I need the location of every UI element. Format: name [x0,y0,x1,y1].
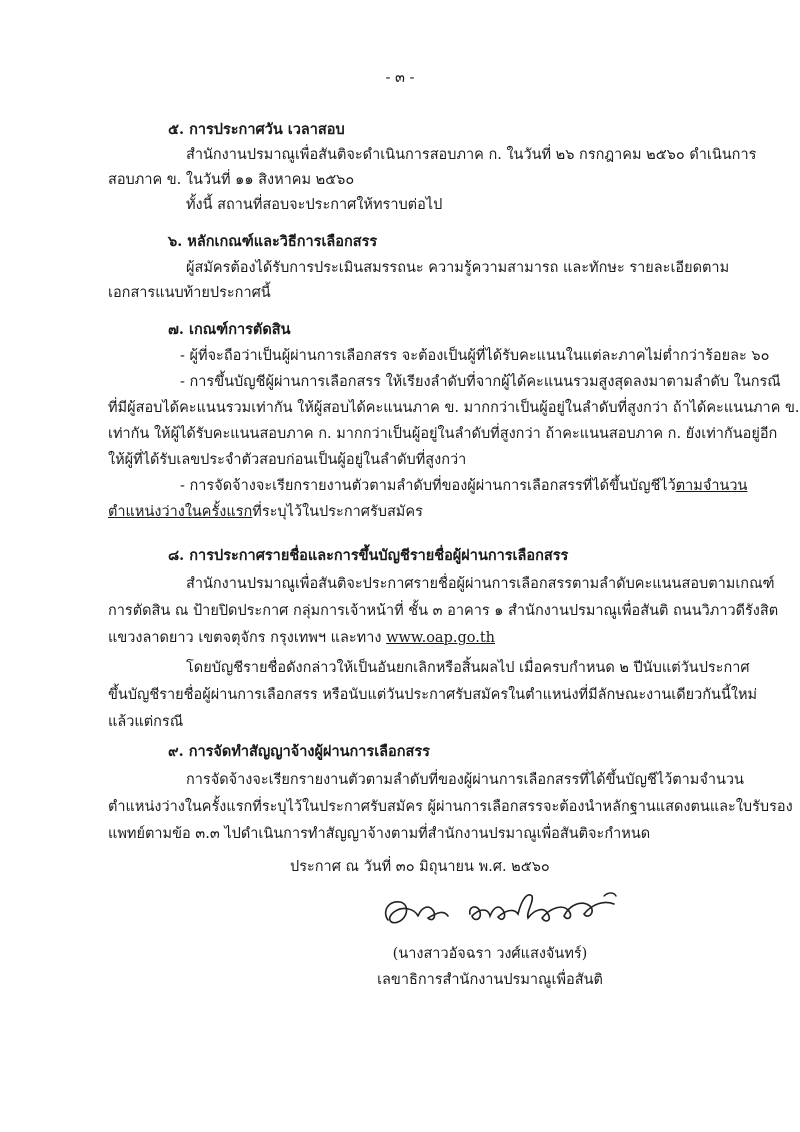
website-link[interactable]: www.oap.go.th [386,630,495,646]
section-7-line-7-text: ที่ระบุไว้ในประกาศรับสมัคร [252,504,423,520]
section-8-heading: ๘. การประกาศรายชื่อและการขึ้นบัญชีรายชื่อผู้ผ่านการเลือกสรร [168,547,569,564]
section-8-line-4: โดยบัญชีรายชื่อดังกล่าวให้เป็นอันยกเลิกหรือสิ้นผลไป เมื่อครบกำหนด ๒ ปีนับแต่วันประกาศ [186,660,750,676]
section-8-line-3 [108,628,495,648]
announcement-date: ประกาศ ณ วันที่ ๓๐ มิถุนายน พ.ศ. ๒๕๖๐ [290,859,550,875]
section-9-line-2: ตำแหน่งว่างในครั้งแรกที่ระบุไว้ในประกาศรับสมัคร ผู้ผ่านการเลือกสรรจะต้องนำหลักฐานแสดงตนและใบรับรอง [108,799,793,815]
section-6-line-2: เอกสารแนบท้ายประกาศนี้ [108,285,271,301]
section-5-heading: ๕. การประกาศวัน เวลาสอบ [168,121,345,138]
section-6-heading: ๖. หลักเกณฑ์และวิธีการเลือกสรร [168,233,378,250]
section-7-line-6-text: - การจัดจ้างจะเรียกรายงานตัวตามลำดับที่ของผู้ผ่านการเลือกสรรที่ได้ขึ้นบัญชีไว้ [180,478,676,494]
section-7-line-4: เท่ากัน ให้ผู้ได้รับคะแนนสอบภาค ก. มากกว่าเป็นผู้อยู่ในลำดับที่สูงกว่า ถ้าคะแนนสอบภาค ก. ยังเท่ากันอยู่อีก [108,426,778,442]
section-5-line-1: สำนักงานปรมาณูเพื่อสันติจะดำเนินการสอบภาค ก. ในวันที่ ๒๖ กรกฎาคม ๒๕๖๐ ดำเนินการ [186,147,757,163]
section-7-line-3: ที่มีผู้สอบได้คะแนนรวมเท่ากัน ให้ผู้สอบได้คะแนนภาค ข. มากกว่าเป็นผู้อยู่ในลำดับที่สูงกว่า ถ้าได้คะแนนภาค ข. [108,400,800,416]
section-7-line-6-underlined: ตามจำนวน [675,478,748,494]
page-number: - ๓ - [385,70,415,86]
section-6-line-1: ผู้สมัครต้องได้รับการประเมินสมรรถนะ ความรู้ความสามารถ และทักษะ รายละเอียดตาม [186,260,730,276]
section-7-line-1: - ผู้ที่จะถือว่าเป็นผู้ผ่านการเลือกสรร จะต้องเป็นผู้ที่ได้รับคะแนนในแต่ละภาคไม่ต่ำกว่าร้อยละ ๖๐ [180,348,770,364]
section-7-line-6 [180,476,747,496]
section-8-line-1: สำนักงานปรมาณูเพื่อสันติจะประกาศรายชื่อผู้ผ่านการเลือกสรรตามลำดับคะแนนสอบตามเกณฑ์ [186,576,775,592]
section-9-line-1: การจัดจ้างจะเรียกรายงานตัวตามลำดับที่ของผู้ผ่านการเลือกสรรที่ได้ขึ้นบัญชีไว้ตามจำนวน [186,772,744,788]
signer-name: (นางสาวอัจฉรา วงศ์แสงจันทร์) [392,946,588,962]
section-7-line-7 [108,502,423,522]
signer-title: เลขาธิการสำนักงานปรมาณูเพื่อสันติ [377,972,603,988]
section-5-line-2: สอบภาค ข. ในวันที่ ๑๑ สิงหาคม ๒๕๖๐ [108,172,355,188]
signature-icon [378,882,638,942]
section-9-line-3: แพทย์ตามข้อ ๓.๓ ไปดำเนินการทำสัญญาจ้างตามที่สำนักงานปรมาณูเพื่อสันติจะกำหนด [108,826,651,842]
section-8-line-3-text: แขวงลาดยาว เขตจตุจักร กรุงเทพฯ และทาง [108,630,387,646]
section-7-heading: ๗. เกณฑ์การตัดสิน [168,321,291,338]
section-7-line-7-underlined: ตำแหน่งว่างในครั้งแรก [108,504,253,520]
section-5-line-3: ทั้งนี้ สถานที่สอบจะประกาศให้ทราบต่อไป [186,197,443,213]
section-9-heading: ๙. การจัดทำสัญญาจ้างผู้ผ่านการเลือกสรร [168,743,430,760]
section-7-line-2: - การขึ้นบัญชีผู้ผ่านการเลือกสรร ให้เรียงลำดับที่จากผู้ได้คะแนนรวมสูงสุดลงมาตามลำดับ ในกรณี [180,374,781,390]
section-7-line-5: ให้ผู้ที่ได้รับเลขประจำตัวสอบก่อนเป็นผู้อยู่ในลำดับที่สูงกว่า [108,452,467,468]
section-8-line-5: ขึ้นบัญชีรายชื่อผู้ผ่านการเลือกสรร หรือนับแต่วันประกาศรับสมัครในตำแหน่งที่มีลักษณะงานเดียวกันนี้ใหม่ [108,687,758,703]
section-8-line-2: การตัดสิน ณ ป้ายปิดประกาศ กลุ่มการเจ้าหน้าที่ ชั้น ๓ อาคาร ๑ สำนักงานปรมาณูเพื่อสันติ ถนนวิภาวดีรังสิต [108,603,779,619]
section-8-line-6: แล้วแต่กรณี [108,714,184,730]
